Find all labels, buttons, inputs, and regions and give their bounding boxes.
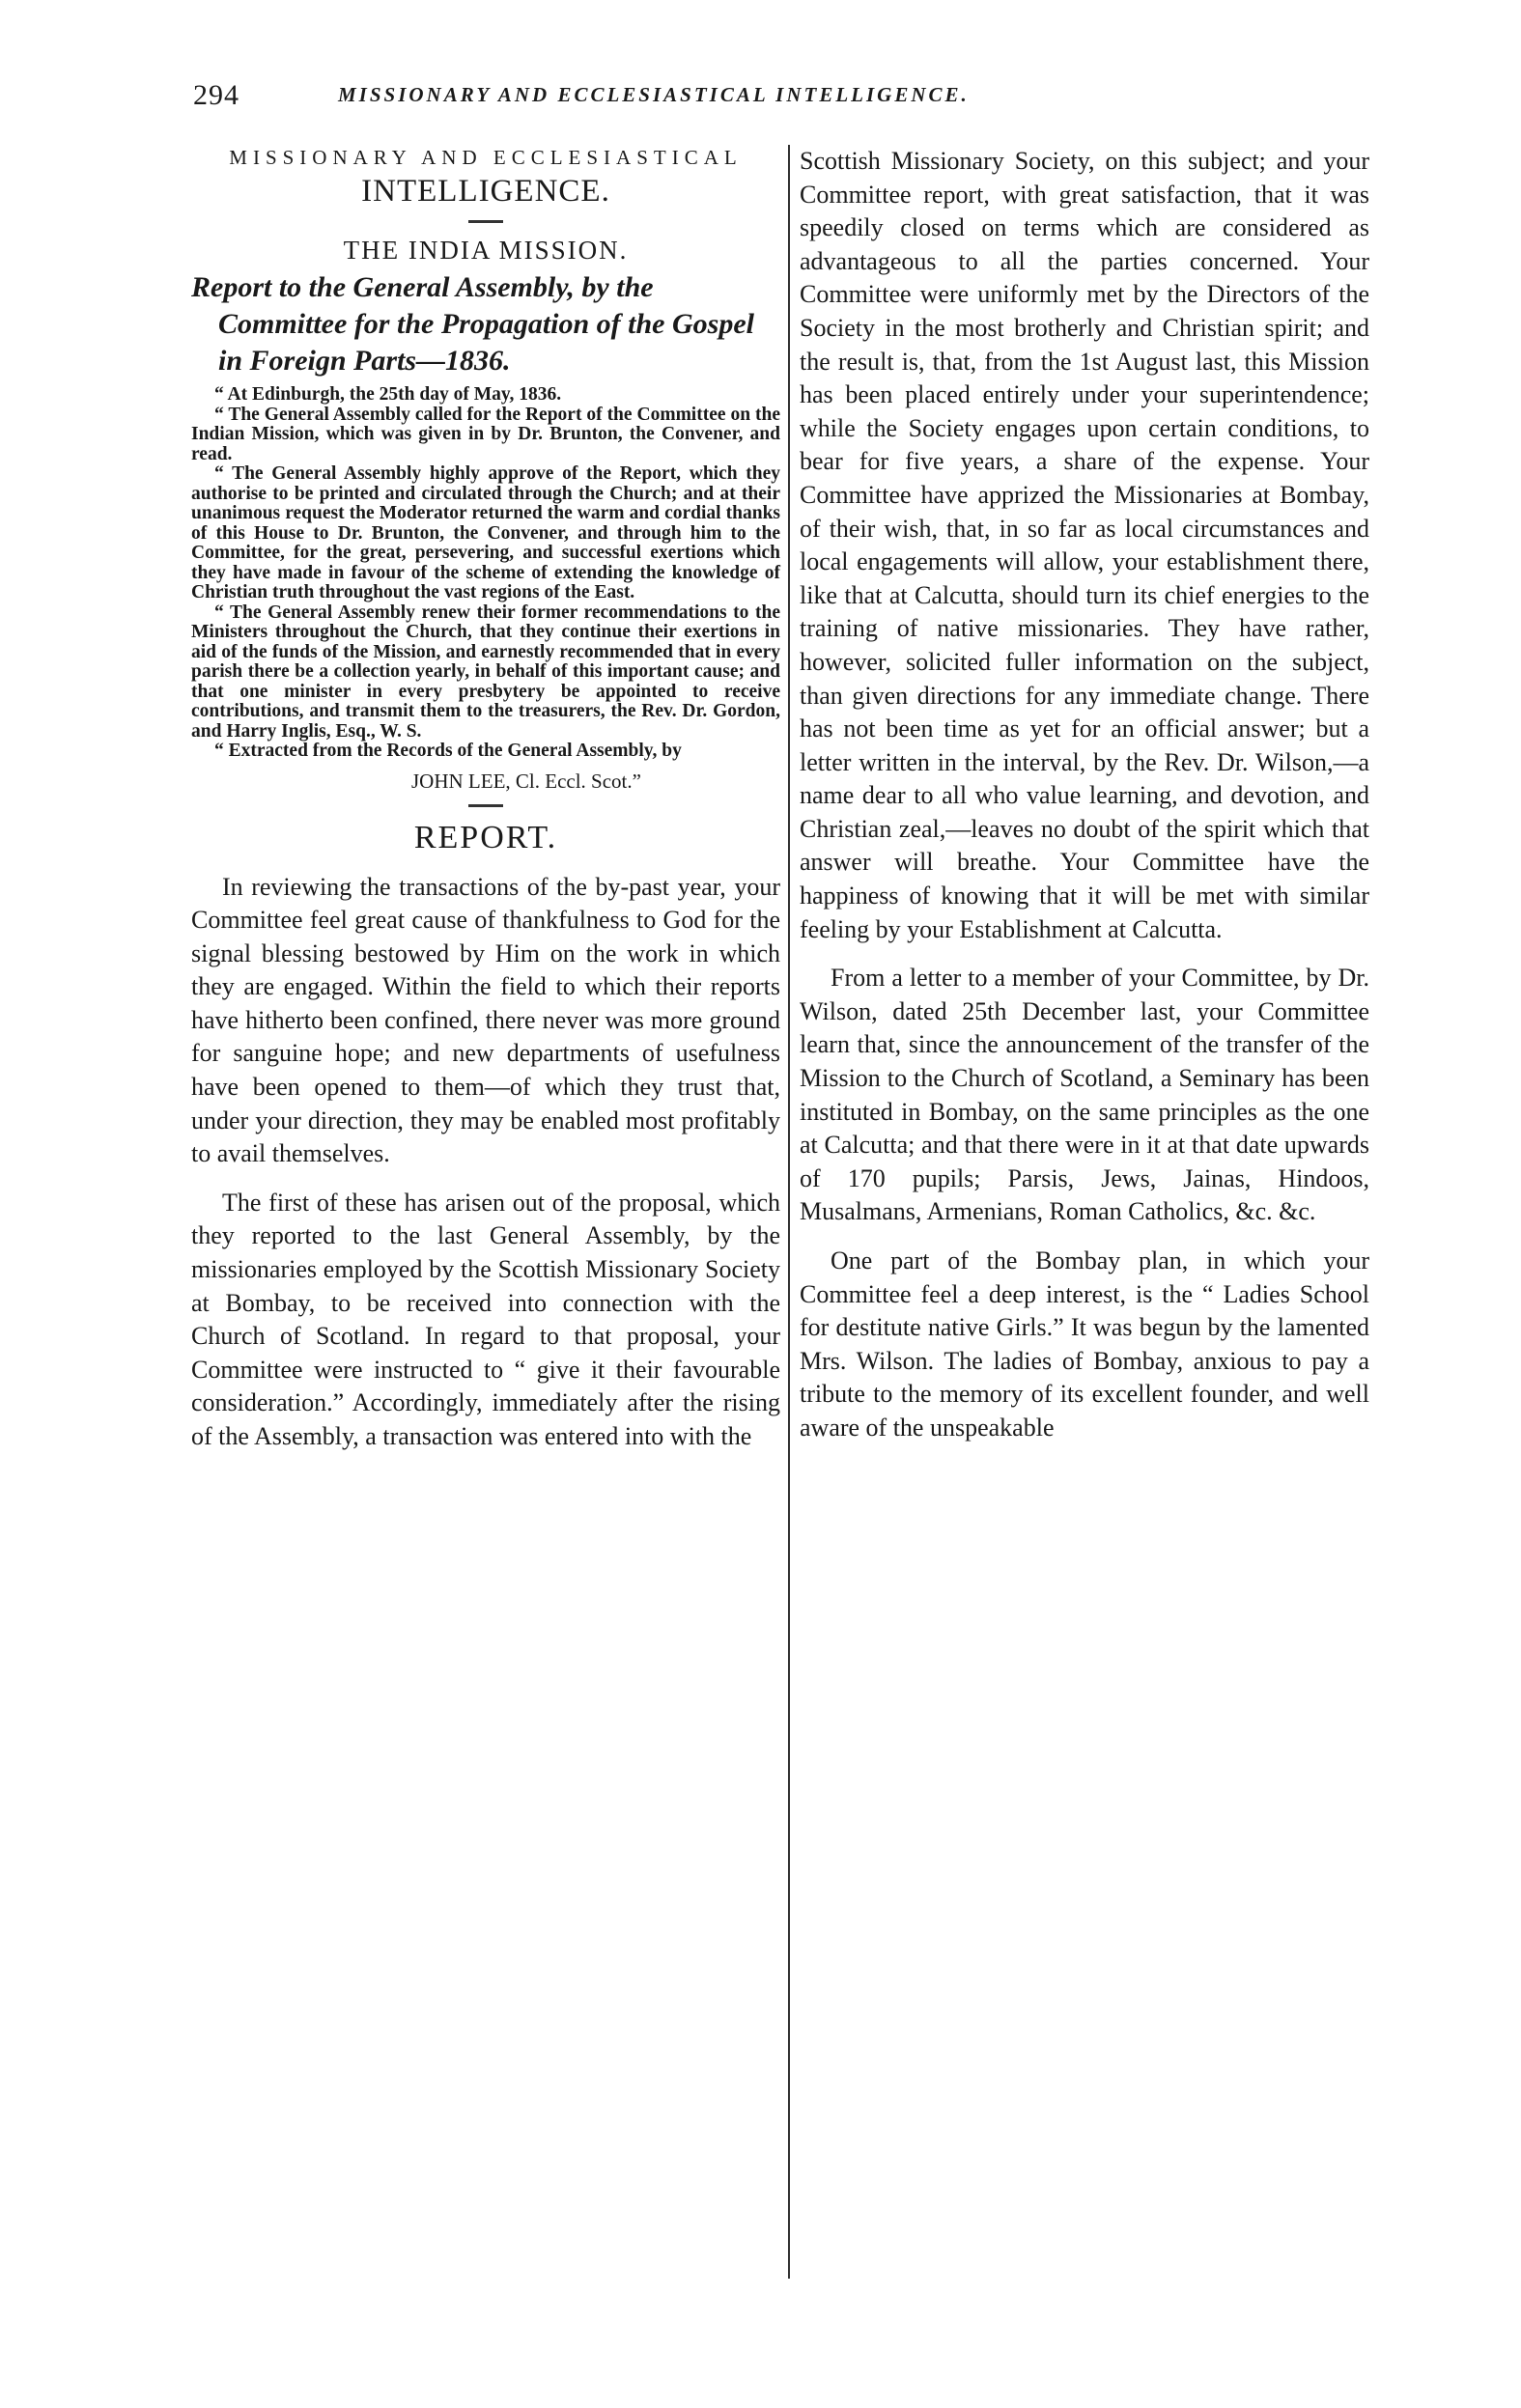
report-title: Report to the General Assembly, by the Committee for the Propagation of the Gospel in Foreign Parts—1836. xyxy=(191,271,754,377)
section-heading: INTELLIGENCE. xyxy=(361,174,610,209)
short-rule xyxy=(468,804,503,807)
running-head xyxy=(193,79,1371,118)
running-title: MISSIONARY AND ECCLESIASTICAL INTELLIGENCE. xyxy=(338,83,970,106)
column-divider xyxy=(788,145,790,2279)
body-paragraph: Scottish Missionary Society, on this subject; and your Committee report, with great satisfaction, that it was speedily closed on terms which are considered as advantageous to all the parties concerned. Your Committee were uniformly met by the Directors of the Society in the most brotherly and Christian spirit; and the result is, that, from the 1st August last, this Mission has been placed entirely under your superintendence; while the Society engages upon certain conditions, to bear for five years, a share of the expense. Your Committee have apprized the Missionaries at Bombay, of their wish, that, in so far as local circumstances and local engagements will allow, your establishment there, like that at Calcutta, should turn its chief energies to the training of native missionaries. They have rather, however, solicited fuller information on the subject, than given directions for any immediate change. There has not been time as yet for an official answer; but a letter written in the interval, by the Rev. Dr. Wilson,—a name dear to all who value learning, and devotion, and Christian zeal,—leaves no doubt of the spirit which that answer will breathe. Your Committee have the happiness of knowing that it will be met with similar feeling by your Establishment at Calcutta. xyxy=(800,147,1369,943)
right-column xyxy=(800,145,1369,1461)
left-column xyxy=(191,145,780,1470)
report-heading: REPORT. xyxy=(413,819,558,855)
resolution-paragraph: “ The General Assembly renew their former recommendations to the Ministers throughout the Church, that they continue their exertions in aid of the funds of the Mission, and earnestly recommended that in every parish there be a collection yearly, in behalf of this important cause; and that one minister in every presbytery be appointed to receive contributions, and transmit them to the treasurers, the Rev. Dr. Gordon, and Harry Inglis, Esq., W. S. xyxy=(191,602,780,742)
page-number: 294 xyxy=(193,79,239,111)
resolution-paragraph: “ The General Assembly called for the Report of the Committee on the Indian Mission, which was given in by Dr. Brunton, the Convener, and read. xyxy=(191,404,780,464)
body-paragraph: In reviewing the transactions of the by-past year, your Committee feel great cause of thankfulness to God for the signal blessing bestowed by Him on the work in which they are engaged. Within the field to which their reports have hitherto been confined, there never was more ground for sanguine hope; and new departments of usefulness have been opened to them—of which they trust that, under your direction, they may be enabled most profitably to avail themselves. xyxy=(191,872,780,1168)
body-paragraph: From a letter to a member of your Committee, by Dr. Wilson, dated 25th December last, your Committee learn that, since the announcement of the transfer of the Mission to the Church of Scotland, a Seminary has been instituted in Bombay, on the same principles as the one at Calcutta; and that there were in it at that date upwards of 170 pupils; Parsis, Jews, Jainas, Hindoos, Musalmans, Armenians, Roman Catholics, &c. &c. xyxy=(800,964,1369,1226)
short-rule xyxy=(468,220,503,223)
body-paragraph: The first of these has arisen out of the proposal, which they reported to the last General Assembly, by the missionaries employed by the Scottish Missionary Society at Bombay, to be received into connection with the Church of Scotland. In regard to that proposal, your Committee were instructed to “ give it their favourable consideration.” Accordingly, immediately after the rising of the Assembly, a transaction was entered into with the xyxy=(191,1188,780,1450)
resolution-paragraph: “ The General Assembly highly approve of the Report, which they authorise to be printed and circulated through the Church; and at their unanimous request the Moderator returned the warm and cordial thanks of this House to Dr. Brunton, the Convener, and through him to the Committee, for the great, persevering, and successful exertions which they have made in favour of the scheme of extending the knowledge of Christian truth throughout the vast regions of the East. xyxy=(191,463,780,602)
dateline: “ At Edinburgh, the 25th day of May, 1836. xyxy=(214,384,562,405)
resolution-paragraph: “ Extracted from the Records of the General Assembly, by xyxy=(214,741,682,761)
section-kicker: MISSIONARY AND ECCLESIASTICAL xyxy=(229,146,743,169)
mission-title: THE INDIA MISSION. xyxy=(343,236,629,265)
body-paragraph: One part of the Bombay plan, in which your Committee feel a deep interest, is the “ Ladies School for destitute native Girls.” It was begun by the lamented Mrs. Wilson. The ladies of Bombay, anxious to pay a tribute to the memory of its excellent founder, and well aware of the unspeakable xyxy=(800,1246,1369,1442)
signature: JOHN LEE, Cl. Eccl. Scot.” xyxy=(411,769,641,793)
